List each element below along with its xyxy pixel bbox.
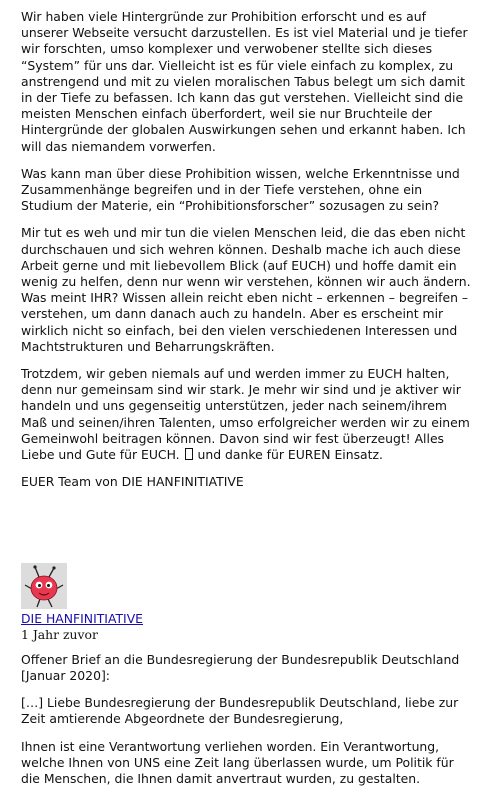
letter-paragraph: Wir haben viele Hintergründe zur Prohibition erforscht und es auf unserer Webseite versucht darzustellen. Es ist viel Material und je tiefer wir forschten, umso komplexer und verwobener stellte sich dieses “System” für uns dar. Vielleicht ist es für viele einfach zu komplex, zu anstrengend und mit zu vielen moralischen Tabus belegt um sich damit in der Tiefe zu befassen. Ich kann das gut verstehen. Vielleicht sind die meisten Menschen einfach überfordert, weil sie nur Bruchteile der Hintergründe der globalen Auswirkungen sehen und erkannt haben. Ich will das niemandem vorwerfen. (21, 9, 468, 154)
post-paragraph: Offener Brief an die Bundesregierung der Bundesrepublik Deutschland [Januar 2020]: (21, 651, 460, 683)
red-monster-avatar-icon[interactable] (21, 563, 67, 609)
section-spacer (21, 501, 473, 563)
letter-paragraph: Was kann man über diese Prohibition wissen, welche Erkenntnisse und Zusammenhänge begreifen und in der Tiefe verstehen, ohne ein Studium der Materie, ein “Prohibitionsforscher” sozusagen zu sein? (21, 165, 460, 214)
letter-signature: EUER Team von DIE HANFINITIATIVE (21, 474, 244, 490)
post-timestamp: 1 Jahr zuvor (21, 626, 98, 642)
post-paragraph: […] Liebe Bundesregierung der Bundesrepublik Deutschland, liebe zur Zeit amtierende Abgeordnete der Bundesregierung, (21, 695, 459, 727)
post-body (21, 652, 473, 787)
letter-paragraph: Mir tut es weh und mir tun die vielen Menschen leid, die das eben nicht durchschauen und sich wehren können. Deshalb mache ich auch diese Arbeit gerne und mit liebevollem Blick (auf EUCH) und hoffe damit ein wenig zu helfen, denn nur wenn wir verstehen, können wir auch ändern. Was meint IHR? Wissen allein reicht eben nicht – erkennen – begreifen – verstehen, um dann danach auch zu handeln. Aber es erscheint mir wirklich nicht so einfach, bei den vielen verschiedenen Interessen und Machtstrukturen und Beharrungskräften. (21, 225, 471, 354)
post-header (21, 563, 473, 641)
letter-closing-paragraph (21, 366, 473, 463)
letter-section (21, 9, 473, 490)
page-content (21, 9, 473, 798)
author-link[interactable]: DIE HANFINITIATIVE (21, 611, 143, 627)
missing-emoji-glyph-icon (185, 448, 193, 460)
post-paragraph: Ihnen ist eine Verantwortung verliehen worden. Ein Verantwortung, welche Ihnen von UNS eine Zeit lang überlassen wurde, um Politik für die Menschen, die Ihnen damit anvertraut wurden, zu gestalten. (21, 738, 454, 786)
closing-text-end: und danke für EUREN Einsatz. (197, 447, 383, 463)
closing-text: Trotzdem, wir geben niemals auf und werden immer zu EUCH halten, denn nur gemeinsam sind wir stark. Je mehr wir sind und je aktiver wir handeln und uns gegenseitig unterstützen, jeder nach seinem/ihrem Maß und seinen/ihren Talenten, umso erfolgreicher werden wir zu einem Gemeinwohl beitragen können. Davon sind wir fest überzeugt! Alles Liebe und Gute für EUCH. (21, 366, 470, 463)
